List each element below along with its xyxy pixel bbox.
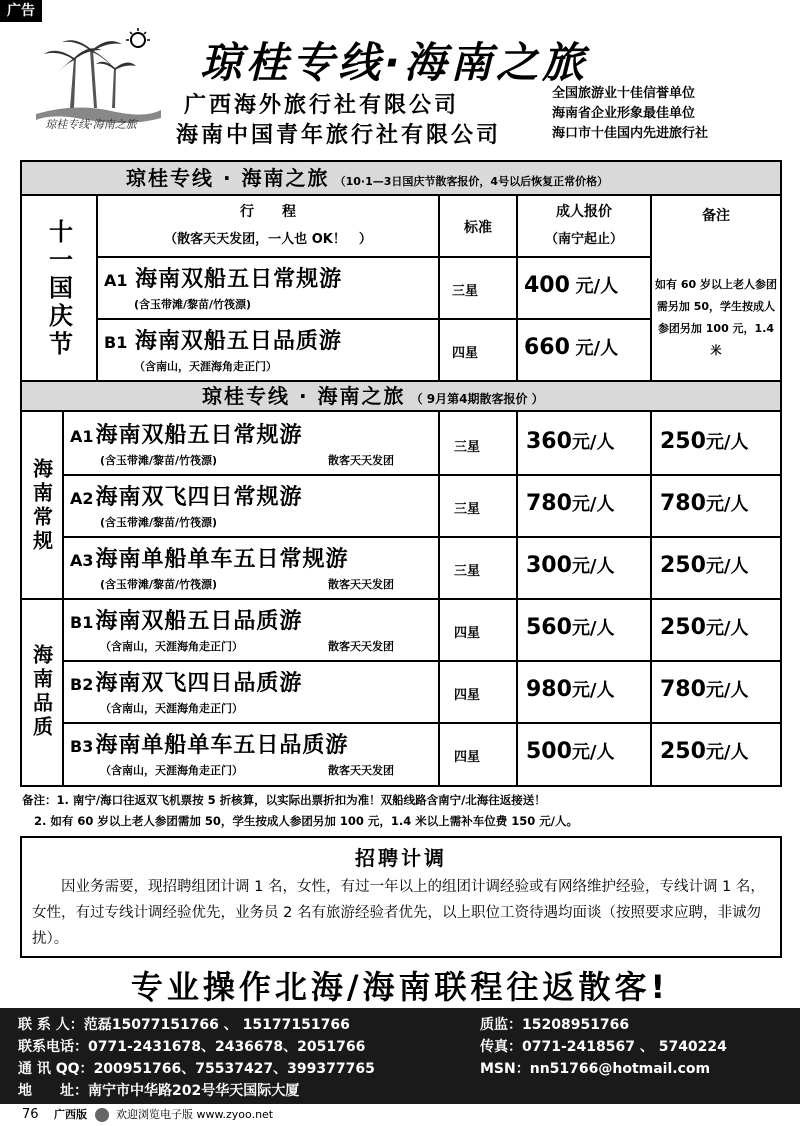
remark-line: 2. 如有 60 岁以上老人参团需加 50，学生按成人参团另加 100 元，1.4 米以上需补车位费 150 元/人。 [34, 814, 578, 828]
route-second-price [660, 490, 749, 516]
header-itinerary-sub: （散客天天发团，一人也 OK！ ） [164, 231, 372, 247]
section1-title: 琼桂专线 · 海南之旅 [126, 166, 330, 190]
route-second-price [660, 676, 749, 702]
route-row-a1 [70, 418, 303, 449]
route-standard: 四星 [454, 688, 481, 703]
price-value: 250 [660, 739, 706, 764]
route-standard: 三星 [454, 564, 481, 579]
route-code: A1 [70, 427, 94, 446]
route-row-b3 [70, 728, 348, 759]
contact-supervisor-label: 质监： [480, 1017, 522, 1033]
section2-subtitle: （ 9月第4期散客报价 ） [410, 392, 544, 406]
contact-person-value: 范磊15077151766 、 15177151766 [83, 1017, 350, 1033]
header-adult-price-sub: （南宁起止） [544, 231, 623, 247]
route-daily-departure: 散客天天发团 [328, 764, 394, 777]
price-value: 780 [660, 491, 706, 516]
contact-qq [18, 1058, 375, 1078]
price-table-frame [20, 160, 782, 787]
header-remarks: 备注 [702, 208, 730, 224]
contact-fax-label: 传真： [480, 1039, 522, 1055]
route-code: B1 [104, 333, 128, 352]
route-code: A3 [70, 551, 94, 570]
price-unit: 元/人 [705, 618, 749, 639]
route-standard: 三星 [454, 440, 481, 455]
route-code: B1 [70, 613, 94, 632]
route-standard: 四星 [452, 346, 479, 361]
header-standard: 标准 [464, 220, 492, 236]
company-name-2: 海南中国青年旅行社有限公司 [176, 123, 502, 148]
price-unit: 元/人 [571, 494, 615, 515]
recruit-box [20, 836, 782, 958]
group-label-quality: 海南品质 [29, 644, 54, 740]
honors-list [552, 84, 708, 144]
route-second-price [660, 614, 749, 640]
route-name: 海南双船五日品质游 [134, 329, 342, 354]
footer [0, 1104, 800, 1126]
route-second-price [660, 738, 749, 764]
recruit-title: 招聘计调 [355, 846, 447, 870]
contact-msn [480, 1058, 710, 1078]
route-daily-departure: 散客天天发团 [328, 454, 394, 467]
section2-title: 琼桂专线 · 海南之旅 [202, 384, 406, 408]
price-unit: 元/人 [705, 680, 749, 701]
price-value: 250 [660, 553, 706, 578]
price-value: 780 [660, 677, 706, 702]
route-note: （含南山，天涯海角走正门） [100, 764, 243, 777]
price-unit: 元/人 [705, 556, 749, 577]
route-standard: 四星 [454, 626, 481, 641]
route-b1-holiday [104, 324, 342, 355]
route-second-price [660, 428, 749, 454]
brand-title: 琼桂专线·海南之旅 [200, 38, 588, 87]
remarks-block [22, 790, 782, 832]
ad-tag: 广告 [0, 0, 42, 22]
header-itinerary: 行 程 [240, 204, 296, 220]
section1-title-bar [22, 162, 780, 196]
price-value: 250 [660, 615, 706, 640]
contact-fax-value: 0771-2418567 、 5740224 [522, 1039, 727, 1055]
group-label-regular: 海南常规 [29, 458, 54, 554]
route-note: (含玉带滩/黎苗/竹筏漂) [100, 516, 218, 529]
route-row-a3 [70, 542, 349, 573]
route-price [524, 272, 618, 298]
route-adult-price [526, 428, 615, 454]
price-unit: 元/人 [571, 680, 615, 701]
contact-person-label: 联 系 人： [18, 1017, 84, 1033]
slogan: 专业操作北海/海南联程往返散客! [130, 968, 670, 1006]
route-code: A1 [104, 271, 128, 290]
honor-item: 全国旅游业十佳信誉单位 [552, 86, 696, 101]
route-standard: 四星 [454, 750, 481, 765]
route-price [524, 334, 618, 360]
route-row-b2 [70, 666, 302, 697]
contact-address [18, 1080, 299, 1100]
route-note: （含南山，天涯海角走正门） [100, 702, 243, 715]
price-value: 300 [526, 553, 572, 578]
page-number: 76 [22, 1107, 39, 1122]
contact-person [18, 1014, 350, 1034]
header-adult-price: 成人报价 [556, 204, 612, 220]
contact-supervisor-value: 15208951766 [522, 1017, 630, 1033]
route-daily-departure: 散客天天发团 [328, 578, 394, 591]
route-name: 海南双飞四日常规游 [95, 485, 303, 510]
route-note: (含玉带滩/黎苗/竹筏漂) [100, 578, 218, 591]
route-adult-price [526, 490, 615, 516]
route-note: （含南山，天涯海角走正门） [134, 360, 277, 373]
price-value: 400 [524, 273, 570, 298]
route-row-b1 [70, 604, 302, 635]
section1-subtitle: （10·1—3日国庆节散客报价，4号以后恢复正常价格） [334, 175, 609, 188]
route-note: (含玉带滩/黎苗/竹筏漂) [134, 298, 252, 311]
route-note: (含玉带滩/黎苗/竹筏漂) [100, 454, 218, 467]
route-standard: 三星 [452, 284, 479, 299]
price-unit: 元/人 [575, 338, 619, 359]
route-adult-price [526, 614, 615, 640]
route-code: A2 [70, 489, 94, 508]
recruit-body: 因业务需要，现招聘组团计调 1 名，女性，有过一年以上的组团计调经验或有网络维护经验，专线计调 1 名，女性，有过专线计调经验优先，业务员 2 名有旅游经验者优先，以上职位工资待遇均面谈（按照要求应聘，非诚勿扰）。 [32, 879, 765, 947]
route-name: 海南双船五日品质游 [95, 609, 303, 634]
contact-msn-label: MSN： [480, 1061, 530, 1077]
route-code: B2 [70, 675, 94, 694]
route-standard: 三星 [454, 502, 481, 517]
contact-bar [0, 1008, 800, 1104]
price-unit: 元/人 [571, 556, 615, 577]
honor-item: 海南省企业形象最佳单位 [552, 106, 696, 121]
price-value: 560 [526, 615, 572, 640]
price-unit: 元/人 [571, 618, 615, 639]
price-unit: 元/人 [705, 494, 749, 515]
route-daily-departure: 散客天天发团 [328, 640, 394, 653]
route-name: 海南双船五日常规游 [95, 423, 303, 448]
price-value: 250 [660, 429, 706, 454]
price-unit: 元/人 [571, 432, 615, 453]
route-note: （含南山，天涯海角走正门） [100, 640, 243, 653]
price-value: 980 [526, 677, 572, 702]
price-value: 500 [526, 739, 572, 764]
edition-label: 广西版 [54, 1108, 88, 1121]
contact-qq-label: 通 讯 QQ： [18, 1061, 94, 1077]
route-second-price [660, 552, 749, 578]
contact-phone-label: 联系电话： [18, 1039, 88, 1055]
route-adult-price [526, 738, 615, 764]
section1-remark-text: 如有 60 岁以上老人参团需另加 50，学生按成人参团另加 100 元，1.4 米 [655, 278, 777, 357]
route-name: 海南双船五日常规游 [135, 267, 343, 292]
contact-fax [480, 1036, 727, 1056]
contact-supervisor [480, 1014, 629, 1034]
route-code: B3 [70, 737, 94, 756]
route-adult-price [526, 552, 615, 578]
company-name-1: 广西海外旅行社有限公司 [184, 93, 460, 118]
price-unit: 元/人 [575, 276, 619, 297]
route-row-a2 [70, 480, 303, 511]
contact-qq-value: 200951766、75537427、399377765 [93, 1061, 375, 1077]
site-link[interactable]: 欢迎浏览电子版 www.zyoo.net [116, 1108, 274, 1121]
price-value: 660 [524, 335, 570, 360]
contact-phone [18, 1036, 365, 1056]
route-name: 海南双飞四日品质游 [95, 671, 303, 696]
honor-item: 海口市十佳国内先进旅行社 [552, 126, 709, 141]
route-a1-holiday [104, 262, 342, 293]
route-name: 海南单船单车五日品质游 [95, 733, 349, 758]
price-unit: 元/人 [571, 742, 615, 763]
contact-phone-value: 0771-2431678、2436678、2051766 [88, 1039, 366, 1055]
contact-address-label: 地 址： [18, 1083, 88, 1099]
contact-address-value: 南宁市中华路202号华天国际大厦 [88, 1083, 300, 1099]
route-name: 海南单船单车五日常规游 [95, 547, 349, 572]
price-unit: 元/人 [705, 432, 749, 453]
remark-line: 备注：1. 南宁/海口往返双飞机票按 5 折核算，以实际出票折扣为准！双船线路含南宁/北海往返接送！ [22, 793, 546, 807]
badge-icon [95, 1108, 109, 1122]
price-value: 780 [526, 491, 572, 516]
section1-side-label: 十一国庆节 [44, 219, 73, 359]
logo-caption: 琼桂专线·海南之旅 [45, 118, 137, 131]
price-unit: 元/人 [705, 742, 749, 763]
route-adult-price [526, 676, 615, 702]
contact-msn-value[interactable]: nn51766@hotmail.com [529, 1061, 711, 1077]
price-value: 360 [526, 429, 572, 454]
section2-title-bar [22, 382, 780, 412]
